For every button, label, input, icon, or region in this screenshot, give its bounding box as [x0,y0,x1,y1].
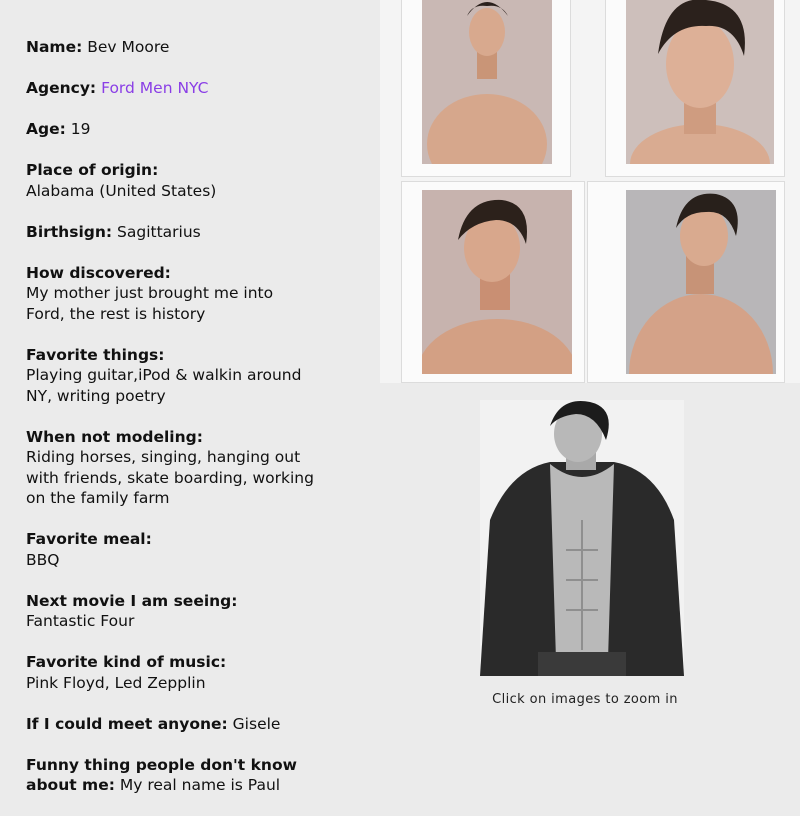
origin-value: Alabama (United States) [26,181,217,200]
birthsign-label: Birthsign: [26,222,113,241]
favorite-things-value: Playing guitar,iPod & walkin around NY, writing poetry [26,366,302,405]
field-meal [26,529,356,570]
name-label: Name: [26,38,83,56]
favorite-things-label: Favorite things: [26,345,165,364]
photo-image-4 [626,190,776,374]
origin-label: Place of origin: [26,161,159,179]
polaroid-photo-4[interactable] [588,182,784,382]
field-music [26,652,356,693]
funny-label: Funny thing people don't know about me: [26,755,297,794]
photo-image-1 [422,0,552,164]
polaroid-grid [380,0,800,383]
music-value: Pink Floyd, Led Zepplin [26,673,206,692]
meal-value: BBQ [26,550,60,569]
field-movie [26,591,356,632]
featured-photo[interactable] [480,400,684,676]
age-value: 19 [70,120,91,138]
discovered-label: How discovered: [26,263,171,282]
field-origin [26,160,356,201]
polaroid-photo-2[interactable] [606,0,784,176]
polaroid-photo-3[interactable] [402,182,584,382]
field-discovered [26,263,356,325]
profile-details [26,37,356,816]
age-label: Age: [26,120,66,138]
meal-label: Favorite meal: [26,530,152,548]
music-label: Favorite kind of music: [26,653,227,671]
photo-image-3 [422,190,572,374]
field-favorite-things [26,345,356,407]
polaroid-photo-1[interactable] [402,0,570,176]
zoom-instruction: Click on images to zoom in [492,692,678,707]
field-meet [26,714,356,735]
photo-image-2 [626,0,774,164]
field-not-modeling [26,427,356,509]
name-value: Bev Moore [87,38,170,56]
movie-label: Next movie I am seeing: [26,591,238,610]
field-agency [26,78,356,99]
agency-link[interactable]: Ford Men NYC [101,79,209,97]
field-name [26,37,356,58]
featured-photo-image [480,400,684,676]
not-modeling-value: Riding horses, singing, hanging out with friends, skate boarding, working on the family farm [26,448,314,507]
field-age [26,119,356,140]
field-funny [26,755,326,796]
funny-value: My real name is Paul [119,776,281,794]
meet-label: If I could meet anyone: [26,714,228,733]
birthsign-value: Sagittarius [117,222,201,241]
agency-label: Agency: [26,79,97,97]
movie-value: Fantastic Four [26,612,135,630]
discovered-value: My mother just brought me into Ford, the rest is history [26,284,274,323]
field-birthsign [26,222,356,243]
meet-value: Gisele [232,714,281,733]
not-modeling-label: When not modeling: [26,427,203,446]
